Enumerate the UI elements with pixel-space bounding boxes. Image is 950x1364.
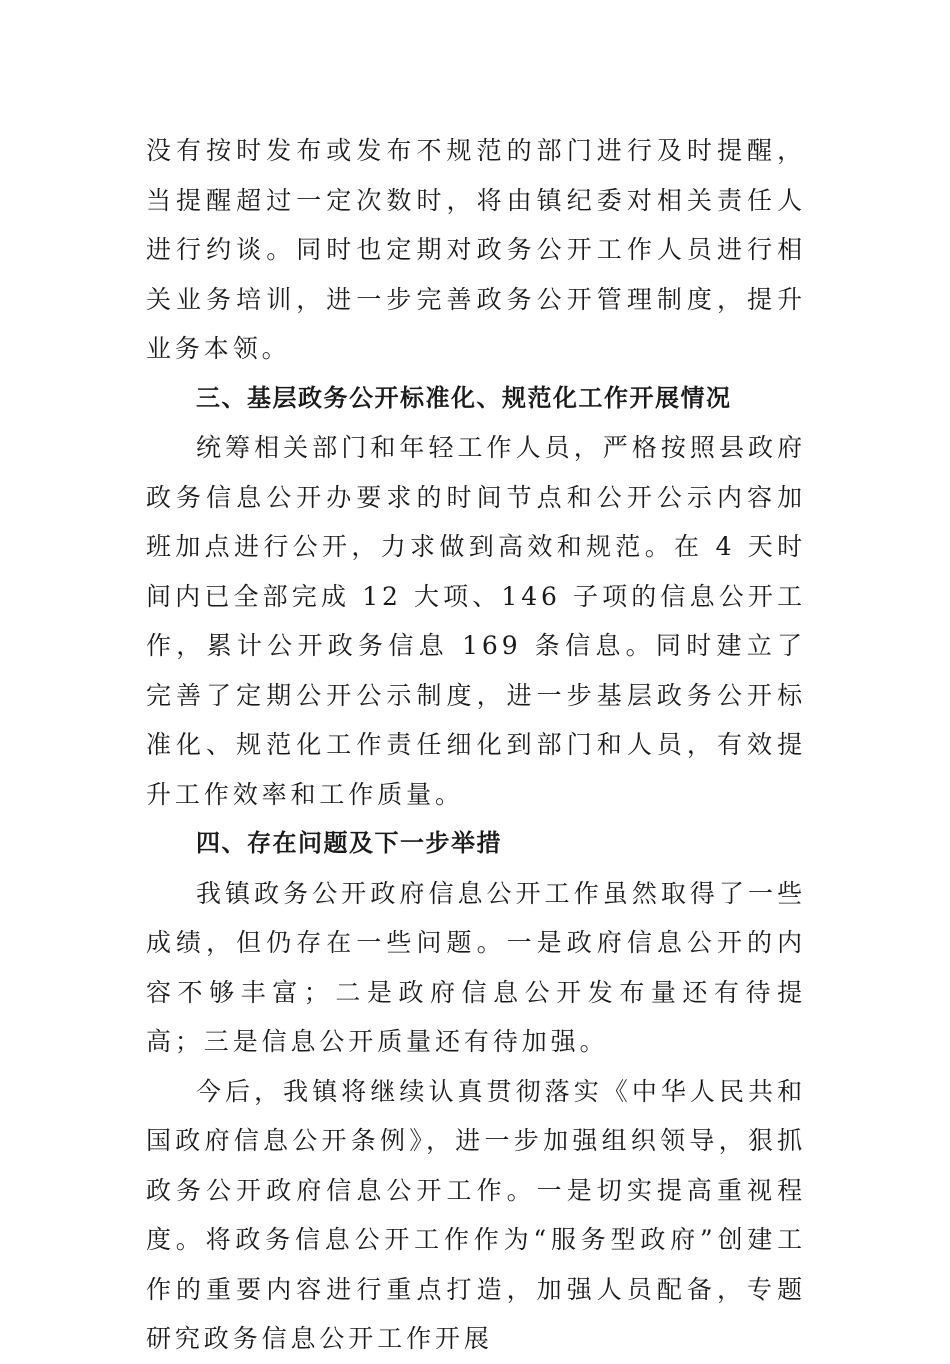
section-heading-four: 四、存在问题及下一步举措 [196,829,502,857]
paragraph-continuation: 没有按时发布或发布不规范的部门进行及时提醒，当提醒超过一定次数时，将由镇纪委对相关责任人进行约谈。同时也定期对政务公开工作人员进行相关业务培训，进一步完善政务公开管理制度，提升业务本领。 [146,136,806,363]
section-heading-three: 三、基层政务公开标准化、规范化工作开展情况 [196,383,732,412]
paragraph-next-steps: 今后，我镇将继续认真贯彻落实《中华人民共和国政府信息公开条例》，进一步加强组织领导，狠抓政务公开政府信息公开工作。一是切实提高重视程度。将政务信息公开工作作为“服务型政府”创建工作的重要内容进行重点打造，加强人员配备，专题研究政务信息公开工作开展 [146,1076,806,1353]
paragraph-standardization: 统筹相关部门和年轻工作人员，严格按照县政府政务信息公开办要求的时间节点和公开公示内容加班加点进行公开，力求做到高效和规范。在 4 天时间内已全部完成 12 大项、146 子项的信息公开工作，累计公开政务信息 169 条信息。同时建立了完善了定期公开公示制度，进一步基层政务公开标准化、规范化工作责任细化到部门和人员，有效提升工作效率和工作质量。 [146,433,806,809]
document-body [146,126,806,1364]
paragraph-problems: 我镇政务公开政府信息公开工作虽然取得了一些成绩，但仍存在一些问题。一是政府信息公开的内容不够丰富；二是政府信息公开发布量还有待提高；三是信息公开质量还有待加强。 [146,878,806,1056]
